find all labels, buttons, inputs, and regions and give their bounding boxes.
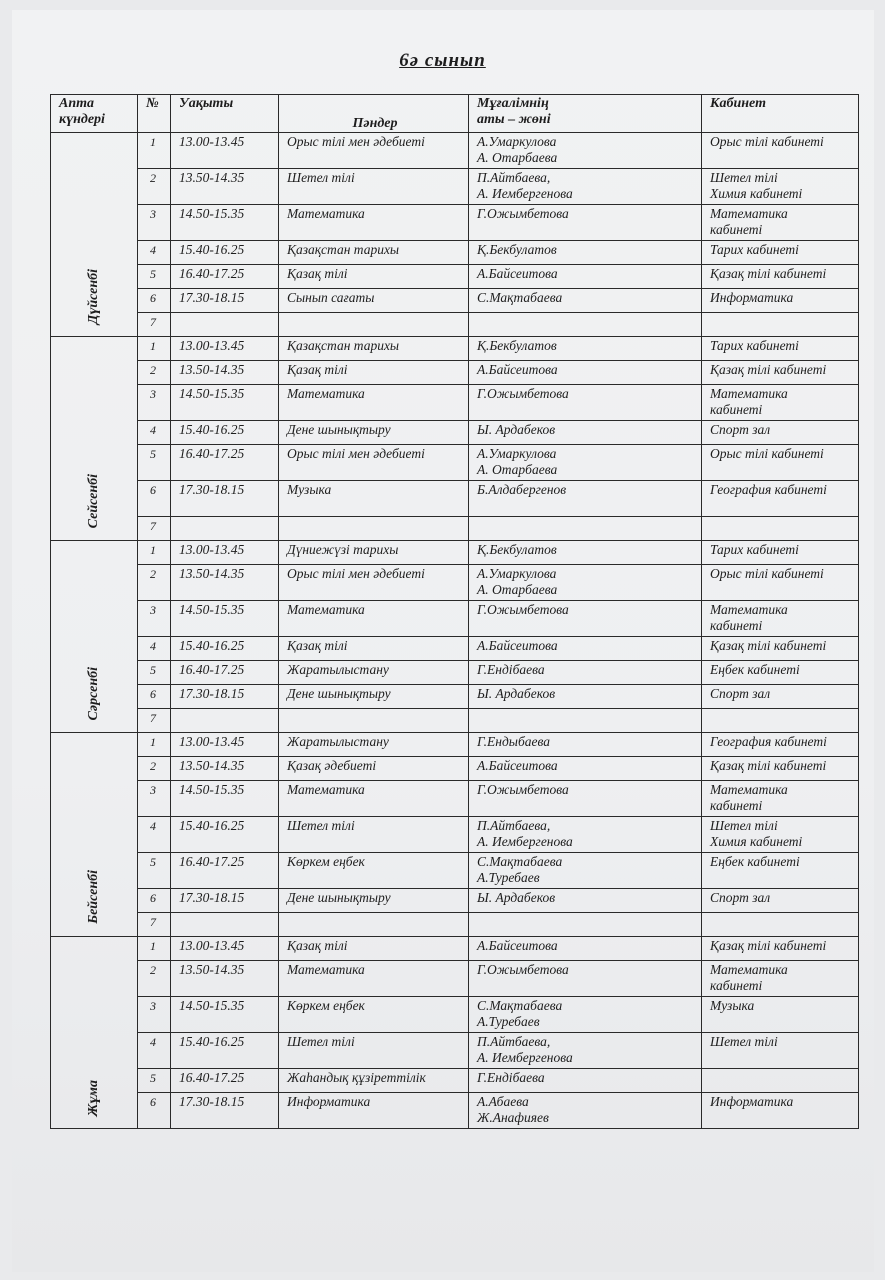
lesson-time: 16.40-17.25: [171, 853, 279, 889]
table-row: [51, 601, 859, 637]
lesson-room: Музыка: [702, 997, 859, 1033]
lesson-room: [702, 313, 859, 337]
lesson-room: Математика кабинеті: [702, 601, 859, 637]
lesson-time: 13.00-13.45: [171, 337, 279, 361]
table-row: [51, 205, 859, 241]
lesson-room: Шетел тілі Химия кабинеті: [702, 817, 859, 853]
lesson-subject: Жаратылыстану: [279, 661, 469, 685]
lesson-room: Математика кабинеті: [702, 781, 859, 817]
lesson-time: 17.30-18.15: [171, 289, 279, 313]
lesson-subject: Информатика: [279, 1093, 469, 1129]
lesson-number: 3: [138, 601, 171, 637]
lesson-number: 7: [138, 913, 171, 937]
lesson-subject: Дүниежүзі тарихы: [279, 541, 469, 565]
lesson-teacher: Г.Ожымбетова: [469, 385, 702, 421]
lesson-teacher: Қ.Бекбулатов: [469, 337, 702, 361]
table-row: [51, 661, 859, 685]
header-day: Апта күндері: [51, 95, 138, 133]
lesson-teacher: Г.Ожымбетова: [469, 205, 702, 241]
lesson-time: [171, 313, 279, 337]
lesson-time: 13.50-14.35: [171, 169, 279, 205]
lesson-subject: [279, 913, 469, 937]
lesson-room: Спорт зал: [702, 889, 859, 913]
lesson-room: Еңбек кабинеті: [702, 661, 859, 685]
lesson-teacher: А.Умаркулова А. Отарбаева: [469, 133, 702, 169]
lesson-room: Қазақ тілі кабинеті: [702, 637, 859, 661]
lesson-teacher: А.Байсеитова: [469, 265, 702, 289]
table-row: [51, 481, 859, 517]
lesson-number: 3: [138, 205, 171, 241]
lesson-subject: Көркем еңбек: [279, 997, 469, 1033]
lesson-time: 16.40-17.25: [171, 265, 279, 289]
table-row: [51, 937, 859, 961]
header-teacher: Мұғалімнің аты – жөні: [469, 95, 702, 133]
lesson-teacher: Б.Алдабергенов: [469, 481, 702, 517]
lesson-subject: Орыс тілі мен әдебиеті: [279, 133, 469, 169]
schedule-body: [51, 133, 859, 1129]
lesson-time: 15.40-16.25: [171, 637, 279, 661]
day-label: Сәрсенбі: [86, 666, 101, 720]
lesson-time: 13.00-13.45: [171, 133, 279, 169]
table-row: [51, 997, 859, 1033]
lesson-room: Орыс тілі кабинеті: [702, 445, 859, 481]
lesson-subject: Шетел тілі: [279, 169, 469, 205]
table-row: [51, 913, 859, 937]
page-title: 6ә сынып: [399, 50, 486, 71]
lesson-teacher: Г.Ендібаева: [469, 1069, 702, 1093]
lesson-subject: Математика: [279, 961, 469, 997]
table-row: [51, 361, 859, 385]
lesson-room: Тарих кабинеті: [702, 337, 859, 361]
lesson-number: 7: [138, 517, 171, 541]
lesson-subject: Орыс тілі мен әдебиеті: [279, 565, 469, 601]
header-row: [51, 95, 859, 133]
lesson-subject: Жаһандық құзіреттілік: [279, 1069, 469, 1093]
lesson-room: Математика кабинеті: [702, 385, 859, 421]
lesson-subject: Орыс тілі мен әдебиеті: [279, 445, 469, 481]
lesson-teacher: А.Умаркулова А. Отарбаева: [469, 565, 702, 601]
lesson-subject: Музыка: [279, 481, 469, 517]
table-row: [51, 781, 859, 817]
lesson-time: 15.40-16.25: [171, 1033, 279, 1069]
lesson-subject: [279, 709, 469, 733]
day-cell: [51, 541, 138, 733]
lesson-room: Тарих кабинеті: [702, 241, 859, 265]
lesson-teacher: Г.Ожымбетова: [469, 601, 702, 637]
lesson-number: 6: [138, 889, 171, 913]
lesson-teacher: Қ.Бекбулатов: [469, 541, 702, 565]
lesson-subject: Дене шынықтыру: [279, 685, 469, 709]
lesson-room: [702, 913, 859, 937]
table-row: [51, 517, 859, 541]
table-row: [51, 817, 859, 853]
table-row: [51, 169, 859, 205]
lesson-subject: Математика: [279, 601, 469, 637]
table-row: [51, 265, 859, 289]
lesson-time: 16.40-17.25: [171, 445, 279, 481]
lesson-teacher: А.Байсеитова: [469, 361, 702, 385]
lesson-time: 13.50-14.35: [171, 565, 279, 601]
lesson-number: 4: [138, 637, 171, 661]
lesson-number: 5: [138, 853, 171, 889]
day-label: Дүйсенбі: [86, 268, 101, 324]
lesson-subject: Қазақ әдебиеті: [279, 757, 469, 781]
lesson-time: 16.40-17.25: [171, 661, 279, 685]
lesson-teacher: Г.Ожымбетова: [469, 961, 702, 997]
table-row: [51, 1033, 859, 1069]
lesson-time: 15.40-16.25: [171, 421, 279, 445]
lesson-number: 4: [138, 817, 171, 853]
lesson-number: 3: [138, 997, 171, 1033]
lesson-room: География кабинеті: [702, 481, 859, 517]
table-row: [51, 1093, 859, 1129]
lesson-subject: Қазақстан тарихы: [279, 337, 469, 361]
lesson-subject: Қазақ тілі: [279, 937, 469, 961]
lesson-number: 1: [138, 133, 171, 169]
lesson-number: 1: [138, 733, 171, 757]
lesson-room: Шетел тілі Химия кабинеті: [702, 169, 859, 205]
lesson-teacher: Ы. Ардабеков: [469, 421, 702, 445]
lesson-time: 15.40-16.25: [171, 817, 279, 853]
lesson-number: 2: [138, 757, 171, 781]
lesson-number: 2: [138, 961, 171, 997]
lesson-subject: Математика: [279, 205, 469, 241]
header-time: Уақыты: [171, 95, 279, 133]
lesson-number: 6: [138, 481, 171, 517]
lesson-number: 5: [138, 1069, 171, 1093]
lesson-subject: Математика: [279, 781, 469, 817]
lesson-time: 17.30-18.15: [171, 481, 279, 517]
lesson-number: 4: [138, 421, 171, 445]
lesson-teacher: [469, 913, 702, 937]
lesson-number: 6: [138, 289, 171, 313]
lesson-time: 14.50-15.35: [171, 781, 279, 817]
lesson-subject: Қазақ тілі: [279, 361, 469, 385]
lesson-number: 5: [138, 445, 171, 481]
lesson-teacher: П.Айтбаева, А. Иембергенова: [469, 169, 702, 205]
table-row: [51, 337, 859, 361]
lesson-room: Спорт зал: [702, 685, 859, 709]
lesson-subject: Сынып сағаты: [279, 289, 469, 313]
lesson-subject: Шетел тілі: [279, 817, 469, 853]
lesson-subject: Қазақ тілі: [279, 637, 469, 661]
lesson-number: 1: [138, 337, 171, 361]
day-label: Бейсенбі: [86, 870, 101, 924]
lesson-subject: Көркем еңбек: [279, 853, 469, 889]
schedule-table: [50, 94, 859, 1129]
lesson-room: Информатика: [702, 289, 859, 313]
day-cell: [51, 733, 138, 937]
lesson-teacher: С.Мақтабаева А.Туребаев: [469, 997, 702, 1033]
lesson-subject: Қазақстан тарихы: [279, 241, 469, 265]
lesson-room: [702, 517, 859, 541]
lesson-teacher: [469, 517, 702, 541]
table-row: [51, 685, 859, 709]
table-row: [51, 709, 859, 733]
lesson-room: Қазақ тілі кабинеті: [702, 265, 859, 289]
lesson-number: 2: [138, 169, 171, 205]
table-row: [51, 853, 859, 889]
lesson-teacher: Г.Ендыбаева: [469, 733, 702, 757]
table-row: [51, 1069, 859, 1093]
lesson-room: Математика кабинеті: [702, 961, 859, 997]
lesson-time: 14.50-15.35: [171, 601, 279, 637]
lesson-subject: Қазақ тілі: [279, 265, 469, 289]
lesson-room: Орыс тілі кабинеті: [702, 133, 859, 169]
lesson-teacher: А.Байсеитова: [469, 637, 702, 661]
table-row: [51, 241, 859, 265]
lesson-room: [702, 709, 859, 733]
lesson-time: 13.50-14.35: [171, 961, 279, 997]
lesson-time: 13.00-13.45: [171, 541, 279, 565]
table-row: [51, 733, 859, 757]
lesson-number: 3: [138, 385, 171, 421]
lesson-time: 14.50-15.35: [171, 997, 279, 1033]
header-room: Кабинет: [702, 95, 859, 133]
table-row: [51, 445, 859, 481]
day-label: Сейсенбі: [86, 473, 101, 528]
lesson-time: [171, 913, 279, 937]
header-subject: Пәндер: [279, 95, 469, 133]
lesson-teacher: [469, 709, 702, 733]
lesson-time: 13.50-14.35: [171, 361, 279, 385]
table-row: [51, 637, 859, 661]
table-row: [51, 889, 859, 913]
lesson-room: [702, 1069, 859, 1093]
lesson-time: 17.30-18.15: [171, 1093, 279, 1129]
table-row: [51, 313, 859, 337]
lesson-room: Информатика: [702, 1093, 859, 1129]
lesson-number: 1: [138, 937, 171, 961]
lesson-teacher: [469, 313, 702, 337]
lesson-time: 17.30-18.15: [171, 889, 279, 913]
lesson-time: 14.50-15.35: [171, 205, 279, 241]
lesson-number: 7: [138, 313, 171, 337]
table-row: [51, 421, 859, 445]
lesson-time: 13.00-13.45: [171, 937, 279, 961]
lesson-teacher: А.Байсеитова: [469, 757, 702, 781]
lesson-room: Қазақ тілі кабинеті: [702, 757, 859, 781]
lesson-teacher: Г.Ожымбетова: [469, 781, 702, 817]
table-row: [51, 133, 859, 169]
lesson-number: 7: [138, 709, 171, 733]
lesson-room: Спорт зал: [702, 421, 859, 445]
table-row: [51, 385, 859, 421]
lesson-room: Орыс тілі кабинеті: [702, 565, 859, 601]
lesson-room: Математика кабинеті: [702, 205, 859, 241]
lesson-number: 6: [138, 685, 171, 709]
lesson-number: 2: [138, 361, 171, 385]
lesson-number: 5: [138, 661, 171, 685]
lesson-time: 17.30-18.15: [171, 685, 279, 709]
lesson-subject: Математика: [279, 385, 469, 421]
lesson-subject: [279, 313, 469, 337]
lesson-time: 13.50-14.35: [171, 757, 279, 781]
lesson-time: 16.40-17.25: [171, 1069, 279, 1093]
day-cell: [51, 937, 138, 1129]
lesson-subject: [279, 517, 469, 541]
table-row: [51, 565, 859, 601]
lesson-subject: Жаратылыстану: [279, 733, 469, 757]
lesson-teacher: П.Айтбаева, А. Иембергенова: [469, 1033, 702, 1069]
lesson-teacher: А.Байсеитова: [469, 937, 702, 961]
lesson-number: 4: [138, 1033, 171, 1069]
lesson-subject: Дене шынықтыру: [279, 889, 469, 913]
table-row: [51, 961, 859, 997]
lesson-teacher: Г.Ендібаева: [469, 661, 702, 685]
lesson-time: 15.40-16.25: [171, 241, 279, 265]
lesson-number: 2: [138, 565, 171, 601]
lesson-room: География кабинеті: [702, 733, 859, 757]
lesson-subject: Дене шынықтыру: [279, 421, 469, 445]
lesson-teacher: С.Мақтабаева: [469, 289, 702, 313]
lesson-teacher: Ы. Ардабеков: [469, 685, 702, 709]
day-cell: [51, 133, 138, 337]
lesson-room: Еңбек кабинеті: [702, 853, 859, 889]
lesson-teacher: Қ.Бекбулатов: [469, 241, 702, 265]
lesson-teacher: А.Умаркулова А. Отарбаева: [469, 445, 702, 481]
lesson-time: 13.00-13.45: [171, 733, 279, 757]
lesson-time: 14.50-15.35: [171, 385, 279, 421]
header-num: №: [138, 95, 171, 133]
lesson-room: Тарих кабинеті: [702, 541, 859, 565]
table-row: [51, 289, 859, 313]
lesson-teacher: Ы. Ардабеков: [469, 889, 702, 913]
lesson-teacher: П.Айтбаева, А. Иембергенова: [469, 817, 702, 853]
lesson-number: 4: [138, 241, 171, 265]
lesson-number: 1: [138, 541, 171, 565]
lesson-teacher: А.Абаева Ж.Анафияев: [469, 1093, 702, 1129]
lesson-number: 6: [138, 1093, 171, 1129]
day-label: Жұма: [86, 1079, 101, 1116]
lesson-room: Қазақ тілі кабинеті: [702, 937, 859, 961]
table-row: [51, 541, 859, 565]
lesson-number: 5: [138, 265, 171, 289]
lesson-time: [171, 709, 279, 733]
table-row: [51, 757, 859, 781]
lesson-time: [171, 517, 279, 541]
lesson-teacher: С.Мақтабаева А.Туребаев: [469, 853, 702, 889]
lesson-room: Қазақ тілі кабинеті: [702, 361, 859, 385]
lesson-room: Шетел тілі: [702, 1033, 859, 1069]
lesson-number: 3: [138, 781, 171, 817]
lesson-subject: Шетел тілі: [279, 1033, 469, 1069]
day-cell: [51, 337, 138, 541]
